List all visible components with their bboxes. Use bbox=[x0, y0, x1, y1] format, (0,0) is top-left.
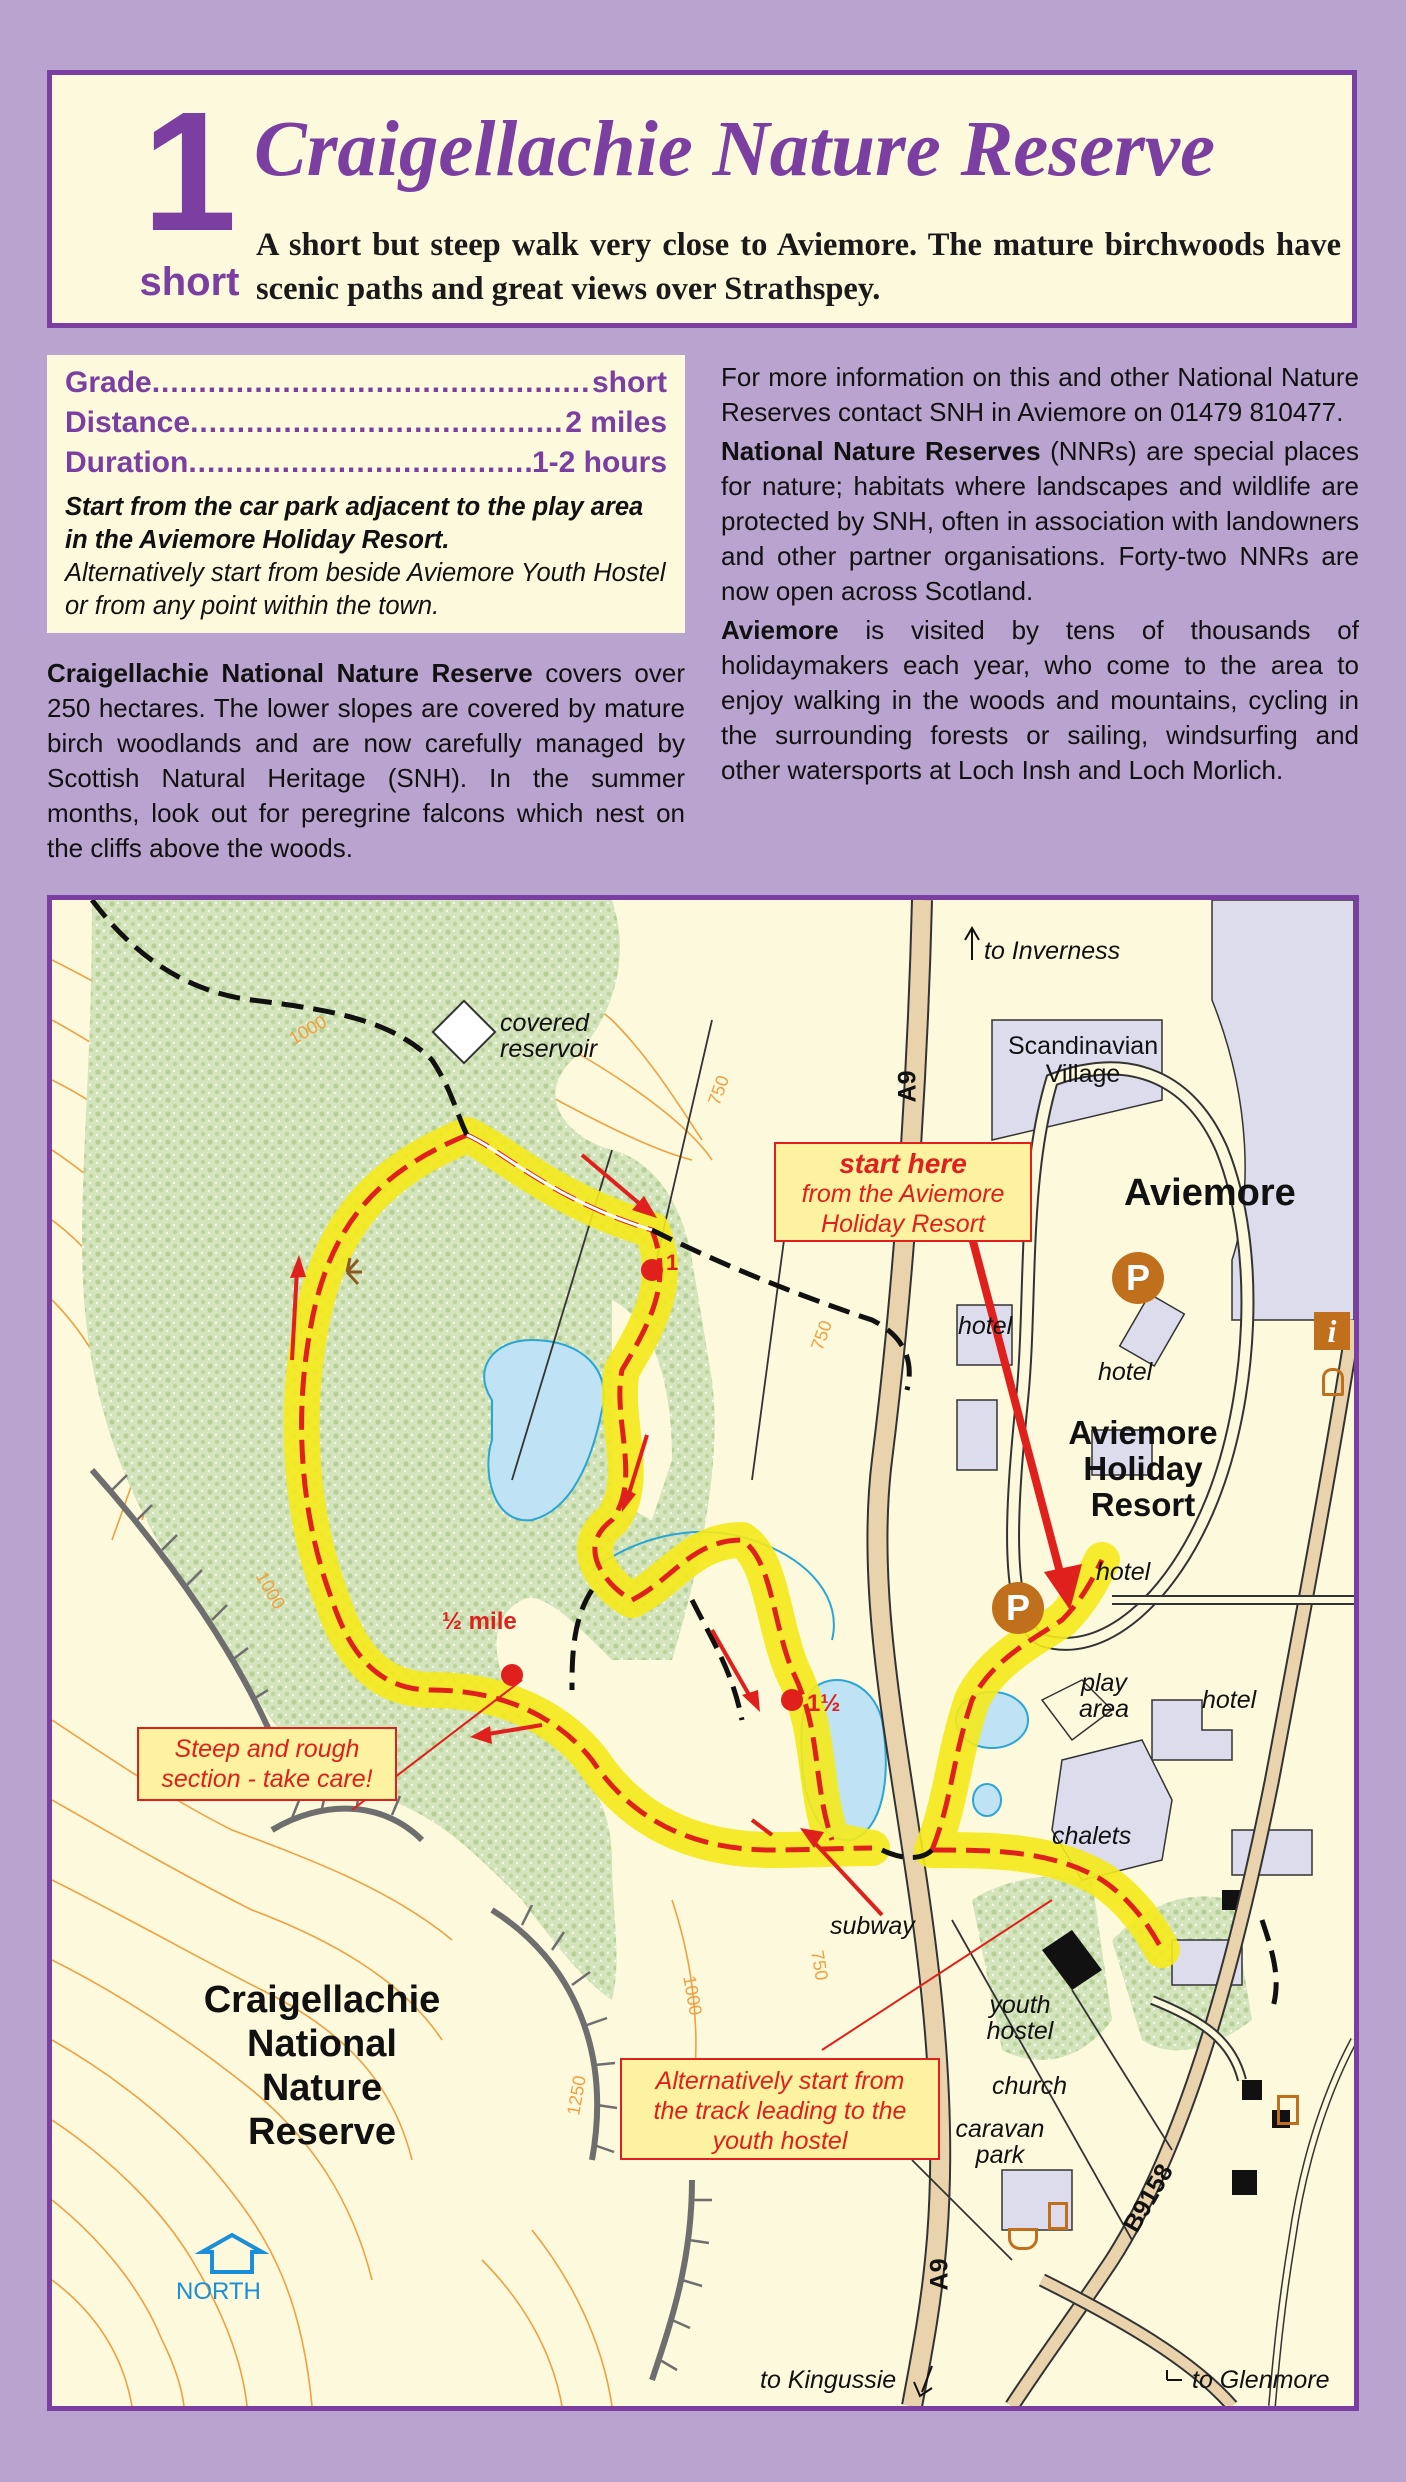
waypoint-half-mile-label: ½ mile bbox=[442, 1608, 517, 1635]
alternative-start: Alternatively start from beside Aviemore Youth Hostel or from any point within the town. bbox=[65, 559, 666, 620]
aviemore-text: is visited by tens of thousands of holidaymakers each year, who come to the area to enjoy walking in the woods and mountains, cycling in the surrounding forests or sailing, windsurfing and other watersports at Loch Insh and Loch Morlich. bbox=[721, 615, 1359, 785]
label-youth-hostel: youth hostel bbox=[986, 1991, 1054, 2045]
reserve-description-bold: Craigellachie National Nature Reserve bbox=[47, 658, 533, 688]
resort-pond-small bbox=[973, 1784, 1001, 1816]
waypoint-1-dot bbox=[641, 1259, 663, 1281]
label-hotel-resort: hotel bbox=[1096, 1558, 1151, 1586]
title-banner bbox=[47, 70, 1357, 328]
north-arrow-icon bbox=[202, 2235, 262, 2272]
reserve-description-text: covers over 250 hectares. The lower slopes are covered by mature birch woodlands and are now carefully managed by Scottish Natural Heritage (SNH). In the summer months, look out for peregrine falcons which nest on the cliffs above the woods. bbox=[47, 658, 686, 863]
page-subtitle: A short but steep walk very close to Aviemore. The mature birchwoods have scenic paths and great views over Strathspey. bbox=[256, 227, 1341, 307]
nnr-bold: National Nature Reserves bbox=[721, 436, 1041, 466]
black-building-2 bbox=[1242, 2080, 1262, 2100]
contour-label-750a: 750 bbox=[704, 1072, 734, 1108]
label-play-area: play area bbox=[1078, 1669, 1130, 1723]
label-a9-north: A9 bbox=[893, 1070, 922, 1103]
grade-value: short bbox=[592, 366, 667, 399]
label-resort: Aviemore Holiday Resort bbox=[1068, 1414, 1218, 1523]
label-to-inverness: to Inverness bbox=[984, 937, 1121, 965]
duration-value: 1-2 hours bbox=[531, 446, 667, 479]
label-caravan-park: caravan park bbox=[955, 2115, 1045, 2169]
grade-row bbox=[65, 363, 667, 403]
parking-icon-resort: P bbox=[992, 1582, 1044, 1634]
pub-icon bbox=[1277, 2095, 1299, 2125]
town-buildings-area bbox=[1212, 900, 1354, 1320]
contour-label-750c: 750 bbox=[807, 1948, 832, 1982]
distance-label: Distance bbox=[65, 406, 191, 439]
steep-section-callout: Steep and rough section - take care! bbox=[137, 1727, 397, 1801]
info-column bbox=[721, 360, 1359, 788]
route-map bbox=[47, 895, 1359, 2411]
cafe-icon bbox=[1008, 2228, 1038, 2250]
label-reserve: Craigellachie National Nature Reserve bbox=[203, 1979, 441, 2153]
inverness-arrow-icon bbox=[965, 928, 979, 960]
contact-paragraph: For more information on this and other National Nature Reserves contact SNH in Aviemore on 01479 810477. bbox=[721, 362, 1359, 427]
label-hotel-east: hotel bbox=[1098, 1358, 1153, 1386]
waypoint-1-half-label: 1½ bbox=[807, 1690, 841, 1717]
nnr-text: (NNRs) are special places for nature; habitats where landscapes and wildlife are protected by SNH, often in association with landowners and other partner organisations. Forty-two NNRs are now open across Scotland. bbox=[721, 436, 1359, 606]
grade-label: Grade bbox=[65, 366, 152, 399]
contour-label-750b: 750 bbox=[807, 1317, 837, 1353]
walk-info-box bbox=[47, 355, 685, 633]
waypoint-half-mile-dot bbox=[501, 1664, 523, 1686]
pub-icon-2 bbox=[1048, 2202, 1068, 2230]
start-here-callout bbox=[774, 1142, 1032, 1242]
duration-label: Duration bbox=[65, 446, 189, 479]
info-icon: i bbox=[1314, 1312, 1350, 1350]
parking-icon-town: P bbox=[1112, 1252, 1164, 1304]
page-title: Craigellachie Nature Reserve bbox=[254, 106, 1216, 193]
label-b9158: B9158 bbox=[1117, 2159, 1179, 2238]
glenmore-arrow-icon bbox=[1167, 2370, 1182, 2380]
label-church: church bbox=[992, 2072, 1068, 2100]
label-aviemore: Aviemore bbox=[1124, 1172, 1296, 1214]
label-to-kingussie: to Kingussie bbox=[760, 2366, 897, 2394]
alternative-start-callout: Alternatively start from the track leading to the youth hostel bbox=[620, 2058, 940, 2160]
start-here-text: from the Aviemore Holiday Resort bbox=[801, 1180, 1005, 1238]
building-hotel-east bbox=[1120, 1294, 1185, 1366]
contour-label-1000b: 1000 bbox=[251, 1567, 290, 1613]
waypoint-1-half-dot bbox=[781, 1689, 803, 1711]
start-instructions: Start from the car park adjacent to the play area in the Aviemore Holiday Resort. bbox=[65, 493, 644, 554]
duration-row bbox=[65, 443, 667, 483]
walk-length: short bbox=[139, 260, 240, 304]
toilet-icon bbox=[1322, 1368, 1344, 1396]
label-hotel-south: hotel bbox=[1202, 1686, 1257, 1714]
start-here-title: start here bbox=[839, 1148, 967, 1179]
contour-label-1000c: 1000 bbox=[679, 1973, 706, 2017]
contour-label-1000a: 1000 bbox=[285, 1011, 331, 1049]
distance-row bbox=[65, 403, 667, 443]
waypoint-1-label: 1 bbox=[666, 1250, 679, 1275]
label-covered-reservoir: covered reservoir bbox=[500, 1009, 598, 1063]
aviemore-bold: Aviemore bbox=[721, 615, 839, 645]
label-scandinavian-village: Scandinavian Village bbox=[1008, 1032, 1159, 1088]
label-hotel-west: hotel bbox=[958, 1312, 1013, 1340]
label-north: NORTH bbox=[176, 2278, 261, 2305]
distance-value: 2 miles bbox=[565, 406, 667, 439]
black-building-4 bbox=[1232, 2170, 1257, 2195]
walk-number: 1 bbox=[142, 77, 237, 267]
nnr-paragraph bbox=[721, 434, 1359, 609]
label-chalets: chalets bbox=[1052, 1822, 1132, 1850]
building-east-1 bbox=[1232, 1830, 1312, 1875]
contour-label-1250: 1250 bbox=[563, 2073, 590, 2117]
building-resort-west bbox=[957, 1400, 997, 1470]
label-to-glenmore: to Glenmore bbox=[1192, 2366, 1330, 2394]
aviemore-paragraph bbox=[721, 613, 1359, 788]
label-subway: subway bbox=[830, 1912, 915, 1940]
label-a9-south: A9 bbox=[925, 2258, 954, 2291]
reserve-description bbox=[47, 656, 685, 866]
